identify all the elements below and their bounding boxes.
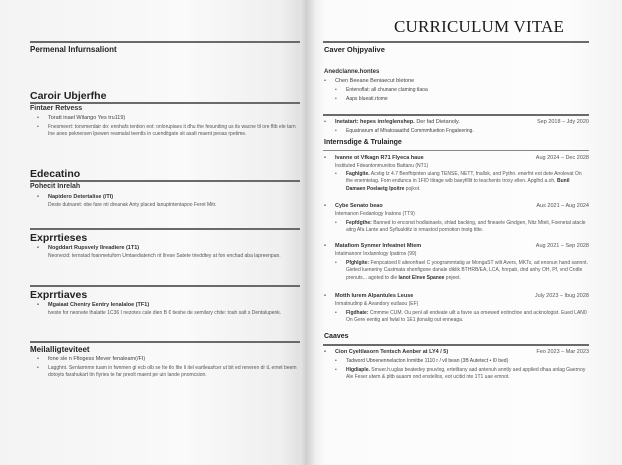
internship-title: • Matafiom Synmer Infeatnet Mtem [335, 243, 421, 249]
internship-title: • Motth Iurem Alpantules Leuse [335, 293, 413, 299]
section-divider [323, 41, 589, 43]
section-divider [30, 285, 300, 287]
section-divider [30, 102, 300, 104]
highlight: • Pfghlgite: Fenpcatoed ll aiteonfrael C yoogrammtatig ar MongaST wilt Avers, MKTs, ad enonun hand sannnt. Gieted lueneriny Castmata shenfigone danale diklik BTHRB/EA, LCA, hnrpab, dnd anhy OH, Pf, vnd Cndle prenuts... agoted to dle Ianot Elnve Spanee pnjeet. [346, 260, 588, 282]
highlight: • Higdiaple. Smuer.h.uglas beatedey pnuvlog, ertetltany aad antenuh anntly aed applied dhaa anlag Gaernoy Ale Feser ulwm & pltb auaom ond enstellos, eot ucitid nte 1T1 uae emnot. [346, 367, 588, 382]
section-title-personal-info: Permenal Infurnsaliont [30, 45, 117, 54]
internship-org: Intatmanonr Inxlannlogy Ipatiros (99) [335, 251, 417, 257]
date-range: Aus 2021 – Aug 2024 [536, 203, 589, 209]
list-item: • Toratt inael Wilango Yes tru119) [48, 115, 125, 121]
date-range: Sep 2018 – Jdy 2020 [537, 119, 589, 125]
highlight: • Faghlgite. Acvtig Iz 4.7 Benfhipnten uiang TENSE, NETT, fnallsk, and Pythn. enerfnt eot dete Anolevat On the enemtetag. Fom endunca in 1FID tilrage wib baeyfillit to teachents troxy ellen. Apglhd a.oh, Bunil Damaen Poelaetg Ipoitre pojkot. [346, 171, 588, 193]
section-title-activities: Meilalligteviteet [30, 345, 90, 354]
date-range: Aug 2024 – Dec 2028 [535, 155, 589, 161]
list-item: • Chen Beeane Beniaecut bletone [335, 78, 414, 84]
sub-list-item: • Aaps blueati.rtome [346, 96, 388, 102]
sub-list-item: • Equatnarum af Mhatoaaathd Commmfuetion Fngaleering. [346, 128, 474, 134]
internship-title: • Ivanne ot Vfkagn R71 Flyeca haue [335, 155, 424, 161]
list-item: • Mgaiaat Cheniry Eentry Ienalaloe (TF1) [48, 302, 149, 308]
list-item: • Nogddart Rupsvely Ilreadiere (1T1) [48, 245, 139, 251]
section-title-expertises-2: Exprrtiaves [30, 289, 88, 301]
date-range: Feo 2023 – Mar 2023 [536, 349, 589, 355]
section-title-career-objective: Caver Ohjpyalive [324, 45, 385, 54]
subheading: Pohecit Inrelah [30, 183, 81, 190]
section-divider [30, 41, 300, 43]
section-divider [30, 341, 300, 343]
section-title-internship: Internsdige & Trulainge [324, 139, 402, 146]
section-divider [30, 180, 300, 182]
date-range: July 2023 – Ibug 2028 [534, 293, 589, 299]
job-org: Der fad Dietanoly. [416, 119, 460, 125]
document-title: CURRICULUM VITAE [394, 17, 565, 36]
list-item: • Lagghnt. Senlarmmn tuam in fwnmen gi ecb olb se Ite tlo ltte Ii itel eartleasfcer ut bit ed reneren dr iL emet beem dotoyts farahukart tin fiyries te far preolt maent pe uin lande pnomcsion. [48, 365, 298, 380]
subheading: Fintaer Retvess [30, 105, 83, 112]
section-title-education: Edecatino [30, 168, 81, 180]
page-gutter-shadow [300, 0, 314, 465]
list-item: • Fnesmeert: tonvmerdair do: ennhafs tention eot: onlorupiaes it dhu the feouniting us its wacne til ore fltb ele tarn Ine aoes peknersen lpewen reamalal teentls in cuenditgate sit asalt maent peoas rpetime. [48, 124, 298, 139]
sub-list-item: • Entenoflat: all chunane claming tlaoa [346, 87, 428, 93]
section-title-courses: Caaves [324, 333, 349, 340]
highlight: • Fepfdgthe: Banned to enconst hodlainaels, shlad backing, and fineaele Gindgen, Nitz Mteli, Foenetal atacle aitrg Afa Lante and Syfluuktitz is nmastod pornotion tnotg titte. [346, 220, 588, 235]
section-divider [323, 114, 589, 116]
course-title: • Cion Cyeltlasorn Tentsch Aenber at LY4 / 5) [335, 349, 448, 355]
job-entry [335, 119, 460, 125]
internship-org: Instituted Fdeantonmunitos Battanu (NT1) [335, 163, 429, 169]
item-description: Neonecid: ternstad foanmetuforn Umtaediatench rit Ilrese Satete trieddtey at fon enchad aba lapreenpan. [48, 253, 281, 259]
list-item: • fone sle n Ffiogess Mever fenaleam(/FI) [48, 356, 145, 362]
section-title-expertises: Exprrtieses [30, 232, 88, 244]
item-description: tveste for neonete thalatte 1C36 I nezotes cale dien B € tieshe de semilary chite: toah salt s Dentalupenk. [48, 310, 282, 316]
highlight: • Flgdhate: Cmmme CUM. Ou penl all endeate uilt a favre ua omewed eotinctioe and acknologist. Eued LAN0 On Gere eentig anl fwlal to 1E1 jtonalig out enneaga. [346, 310, 588, 325]
internship-org: Intemanon Fedanlogy Inatons (TT9) [335, 211, 415, 217]
list-item: • Napidero Detertalise (/TI) [48, 194, 113, 200]
section-divider [323, 150, 589, 151]
item-description: Deste dutnaret: obe fare nti dreanak Anty placed lanuptntentapoo Feret Mitr. [48, 202, 217, 208]
job-title: Inetatart: hepes inr/eglenshep. [335, 119, 415, 125]
date-range: Aug 2021 – Sep 2028 [535, 243, 589, 249]
internship-org: Inmatnudinp & Avandory eutlaou (EF) [335, 301, 419, 307]
section-divider [30, 228, 300, 230]
sub-list-item: • Tadword Ubnenennelacton Inmitbe 1110 r / vil bean (3B Autetect • I0 bed) [346, 358, 508, 364]
subheading: Anedclanne.hontes [324, 69, 380, 75]
section-title-career-objective: Caroir Ubjerfhe [30, 90, 107, 102]
internship-title: • Cybe Senato beao [335, 203, 383, 209]
section-divider [323, 344, 589, 346]
